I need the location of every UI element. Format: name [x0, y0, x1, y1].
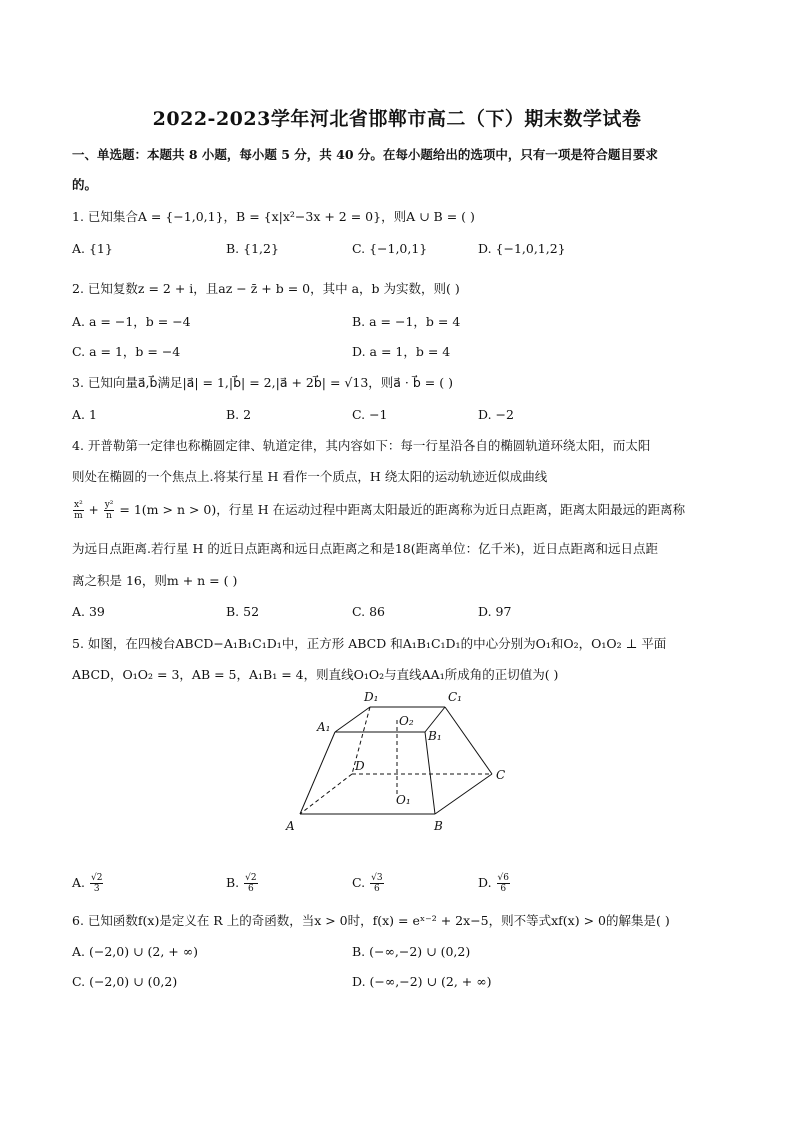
- q5-option-d-den: 6: [500, 884, 507, 894]
- q4-option-b: B. 52: [226, 604, 260, 619]
- section-heading-cont: 的。: [72, 177, 98, 192]
- edge-aa1: [300, 732, 335, 814]
- edge-cc1: [445, 707, 492, 774]
- q3-option-d: D. −2: [478, 407, 514, 422]
- q1-option-d: D. {−1,0,1,2}: [478, 241, 566, 256]
- label-o2: O₂: [399, 714, 414, 728]
- question-4-line-3: [72, 500, 685, 521]
- question-2-stem: 2. 已知复数z = 2 + i，且az − z̄ + b = 0，其中 a，b 为实数，则( ): [72, 281, 460, 296]
- q5-option-a-fraction: [90, 873, 103, 894]
- label-b: B: [434, 819, 443, 833]
- q3-option-a: A. 1: [72, 407, 97, 422]
- ellipse-plus-sign: +: [88, 503, 99, 517]
- label-c1: C₁: [448, 690, 462, 704]
- section-heading: 一、单选题：本题共 8 小题，每小题 5 分，共 40 分。在每小题给出的选项中，只有一项是符合题目要求: [72, 147, 658, 162]
- q5-option-c-den: 6: [373, 884, 380, 894]
- question-4-line-4: 为远日点距离.若行星 H 的近日点距离和远日点距离之和是18(距离单位：亿千米)，近日点距离和远日点距: [72, 541, 658, 556]
- q2-option-d: D. a = 1，b = 4: [352, 344, 451, 359]
- label-d: D: [355, 759, 365, 773]
- q5-option-a: [72, 873, 104, 894]
- q5-option-c-letter: C.: [352, 875, 366, 890]
- q2-option-a: A. a = −1，b = −4: [72, 314, 191, 329]
- label-d1: D₁: [364, 690, 379, 704]
- q1-option-c: C. {−1,0,1}: [352, 241, 428, 256]
- question-4-line-3-text: = 1(m > n > 0)，行星 H 在运动过程中距离太阳最近的距离称为近日点距离，距离太阳最远的距离称: [115, 502, 686, 517]
- q5-option-d-letter: D.: [478, 875, 492, 890]
- label-a1: A₁: [317, 720, 331, 734]
- edge-bc: [435, 774, 492, 814]
- label-a: A: [286, 819, 295, 833]
- question-5-line-2: ABCD，O₁O₂ = 3，AB = 5，A₁B₁ = 4，则直线O₁O₂与直线AA₁所成角的正切值为( ): [72, 667, 559, 682]
- q5-option-a-num: √2: [91, 873, 103, 883]
- question-3-stem: 3. 已知向量a⃗,b⃗满足|a⃗| = 1,|b⃗| = 2,|a⃗ + 2b⃗| = √13，则a⃗ · b⃗ = ( ): [72, 375, 453, 390]
- q6-option-b: B. (−∞,−2) ∪ (0,2): [352, 944, 471, 959]
- q5-option-d-num: √6: [497, 873, 510, 883]
- q5-option-d-fraction: [497, 873, 510, 894]
- q4-option-d: D. 97: [478, 604, 512, 619]
- question-4-line-5: 离之积是 16，则m + n = ( ): [72, 573, 238, 588]
- q6-option-c: C. (−2,0) ∪ (0,2): [72, 974, 178, 989]
- q2-option-b: B. a = −1，b = 4: [352, 314, 461, 329]
- edge-bb1: [425, 732, 435, 814]
- ellipse-term-x: $\frac{\text{x²}}{m}$: [74, 500, 83, 521]
- question-5-line-1: 5. 如图，在四棱台ABCD−A₁B₁C₁D₁中，正方形 ABCD 和A₁B₁C₁D₁的中心分别为O₁和O₂，O₁O₂ ⊥ 平面: [72, 636, 667, 651]
- q6-option-a: A. (−2,0) ∪ (2, + ∞): [72, 944, 199, 959]
- label-c: C: [496, 768, 506, 782]
- q5-option-c: [352, 873, 385, 894]
- ellipse-term-y: $\frac{\text{y²}}{n}$: [104, 500, 114, 521]
- q3-option-b: B. 2: [226, 407, 252, 422]
- hidden-edge-da: [300, 774, 352, 814]
- question-6-stem: 6. 已知函数f(x)是定义在 R 上的奇函数，当x > 0时，f(x) = eˣ⁻² + 2x−5，则不等式xf(x) > 0的解集是( ): [72, 913, 670, 928]
- q5-option-d: [478, 873, 511, 894]
- q5-option-a-letter: A.: [72, 875, 86, 890]
- q5-option-b: [226, 873, 259, 894]
- q1-option-a: A. {1}: [72, 241, 113, 256]
- q5-option-b-num: √2: [245, 873, 257, 883]
- q4-option-a: A. 39: [72, 604, 105, 619]
- q5-option-c-fraction: [370, 873, 383, 894]
- q5-option-a-den: 3: [93, 884, 100, 894]
- frustum-figure: [280, 684, 520, 842]
- label-o1: O₁: [396, 793, 411, 807]
- q2-option-c: C. a = 1，b = −4: [72, 344, 181, 359]
- q5-option-b-den: 6: [248, 884, 254, 894]
- page-title: 2022-2023学年河北省邯郸市高二（下）期末数学试卷: [152, 108, 642, 130]
- q5-option-c-num: √3: [371, 873, 383, 883]
- q5-option-b-fraction: [244, 873, 257, 894]
- question-4-line-2: 则处在椭圆的一个焦点上.将某行星 H 看作一个质点，H 绕太阳的运动轨迹近似成曲线: [72, 469, 548, 484]
- q4-option-c: C. 86: [352, 604, 385, 619]
- question-1-stem: 1. 已知集合A = {−1,0,1}，B = {x|x²−3x + 2 = 0}，则A ∪ B = ( ): [72, 209, 475, 224]
- q1-option-b: B. {1,2}: [226, 241, 279, 256]
- q6-option-d: D. (−∞,−2) ∪ (2, + ∞): [352, 974, 492, 989]
- q5-option-b-letter: B.: [226, 875, 240, 890]
- q3-option-c: C. −1: [352, 407, 388, 422]
- label-b1: B₁: [428, 729, 442, 743]
- question-4-line-1: 4. 开普勒第一定律也称椭圆定律、轨道定律，其内容如下：每一行星沿各自的椭圆轨道环绕太阳，而太阳: [72, 438, 651, 453]
